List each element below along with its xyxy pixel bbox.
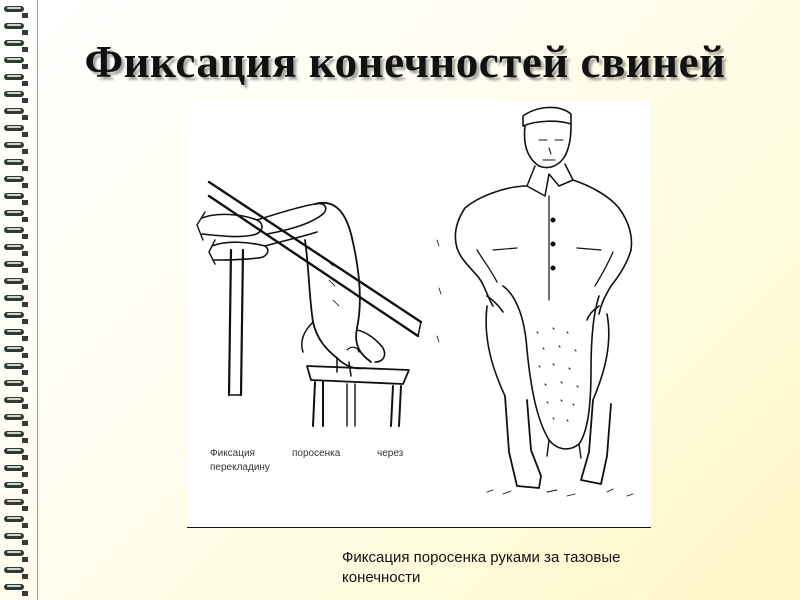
binding-ring-highlight (7, 228, 21, 230)
handler-scene (437, 107, 633, 496)
binding-ring-highlight (7, 24, 21, 26)
binding-hole (22, 183, 28, 188)
binding-ring-highlight (7, 364, 21, 366)
binding-hole (22, 506, 28, 511)
binding-ring-highlight (7, 517, 21, 519)
binding-hole (22, 47, 28, 52)
binding-hole (22, 115, 28, 120)
binding-hole (22, 557, 28, 562)
binding-ring-highlight (7, 483, 21, 485)
caption-left-word-3: через (377, 448, 404, 459)
illustration-baseline (187, 527, 651, 528)
binding-divider (37, 0, 38, 600)
binding-ring-highlight (7, 75, 21, 77)
binding-hole (22, 472, 28, 477)
binding-ring-highlight (7, 449, 21, 451)
binding-hole (22, 387, 28, 392)
binding-ring-highlight (7, 551, 21, 553)
binding-hole (22, 285, 28, 290)
binding-ring-highlight (7, 160, 21, 162)
binding-hole (22, 30, 28, 35)
caption-left-word-1: Фиксация (210, 448, 255, 459)
binding-hole (22, 591, 28, 596)
binding-ring-highlight (7, 262, 21, 264)
binding-ring-highlight (7, 534, 21, 536)
binding-ring-highlight (7, 432, 21, 434)
binding-ring-highlight (7, 109, 21, 111)
caption-left-word-4: перекладину (210, 462, 270, 473)
binding-ring-highlight (7, 279, 21, 281)
binding-hole (22, 200, 28, 205)
binding-ring-highlight (7, 500, 21, 502)
binding-hole (22, 268, 28, 273)
binding-ring-highlight (7, 92, 21, 94)
binding-hole (22, 438, 28, 443)
binding-hole (22, 353, 28, 358)
binding-ring-highlight (7, 466, 21, 468)
binding-hole (22, 336, 28, 341)
binding-hole (22, 149, 28, 154)
binding-ring-highlight (7, 245, 21, 247)
binding-ring-highlight (7, 58, 21, 60)
binding-hole (22, 64, 28, 69)
binding-hole (22, 489, 28, 494)
binding-hole (22, 404, 28, 409)
binding-ring-highlight (7, 41, 21, 43)
binding-ring-highlight (7, 398, 21, 400)
caption-left-word-2: поросенка (292, 448, 341, 459)
binding-ring-highlight (7, 126, 21, 128)
binding-ring-highlight (7, 330, 21, 332)
binding-ring-highlight (7, 313, 21, 315)
binding-hole (22, 302, 28, 307)
binding-ring-highlight (7, 415, 21, 417)
binding-ring-highlight (7, 585, 21, 587)
crossbar-scene (197, 182, 421, 426)
binding-hole (22, 217, 28, 222)
binding-ring-highlight (7, 194, 21, 196)
binding-hole (22, 251, 28, 256)
binding-hole (22, 523, 28, 528)
binding-hole (22, 13, 28, 18)
slide-title: Фиксация конечностей свиней (84, 37, 726, 87)
binding-hole (22, 370, 28, 375)
binding-ring-highlight (7, 211, 21, 213)
binding-hole (22, 319, 28, 324)
binding-hole (22, 574, 28, 579)
binding-hole (22, 98, 28, 103)
binding-hole (22, 166, 28, 171)
binding-hole (22, 421, 28, 426)
binding-ring-highlight (7, 568, 21, 570)
binding-ring-highlight (7, 177, 21, 179)
binding-hole (22, 234, 28, 239)
binding-hole (22, 132, 28, 137)
binding-hole (22, 540, 28, 545)
spiral-binding-icon (0, 0, 30, 600)
binding-ring-highlight (7, 143, 21, 145)
binding-ring-highlight (7, 7, 21, 9)
binding-ring-highlight (7, 347, 21, 349)
binding-hole (22, 81, 28, 86)
binding-ring-highlight (7, 296, 21, 298)
binding-ring-highlight (7, 381, 21, 383)
binding-hole (22, 455, 28, 460)
caption-right: Фиксация поросенка руками за тазовые конечности (342, 549, 621, 586)
